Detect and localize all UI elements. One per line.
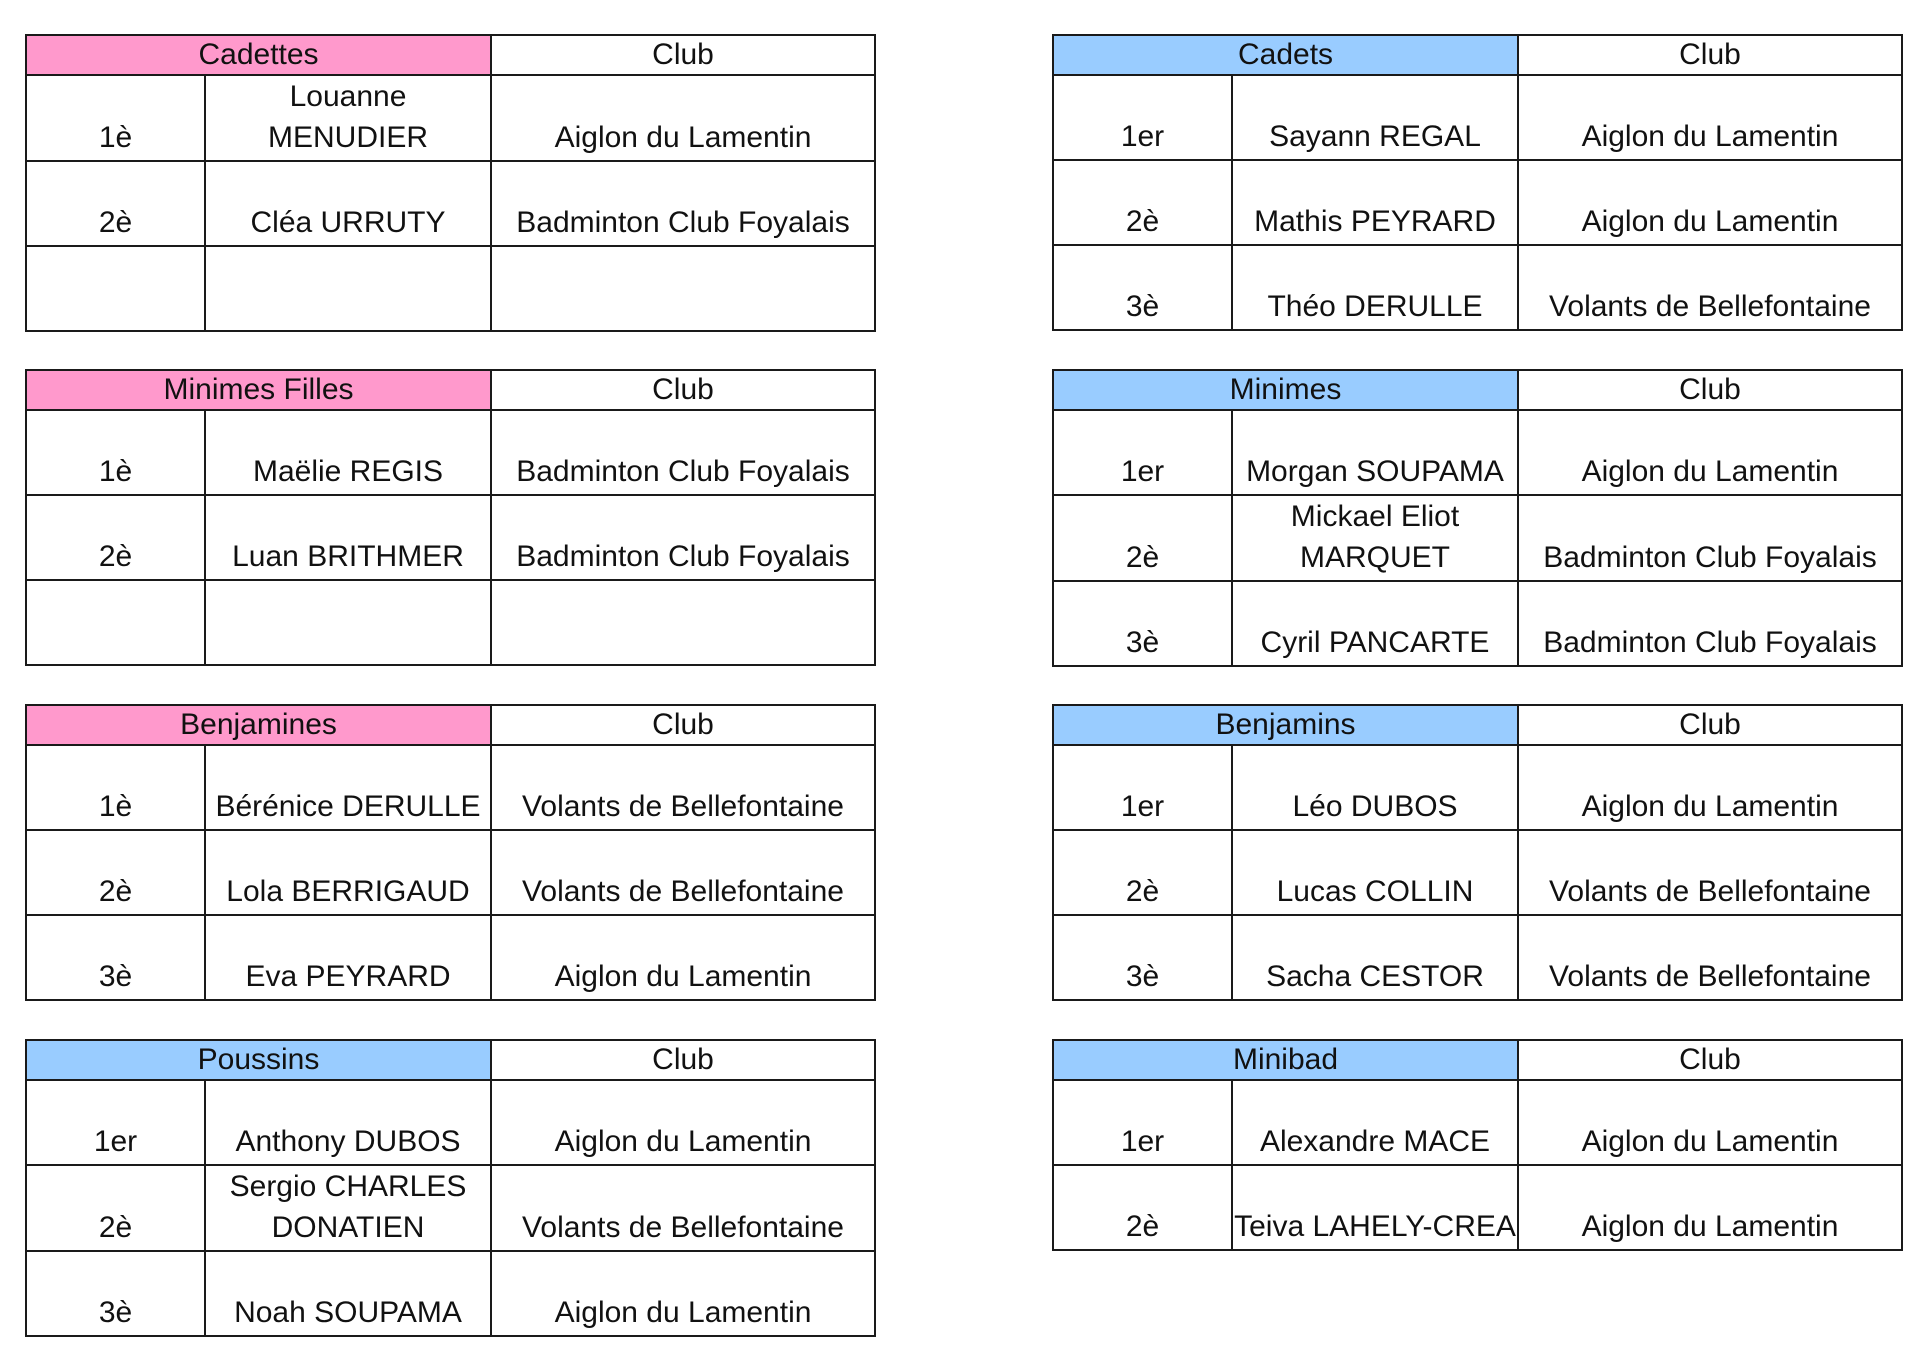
club-cell: Aiglon du Lamentin bbox=[491, 75, 875, 161]
table-header-row bbox=[26, 370, 875, 410]
club-header: Club bbox=[1518, 705, 1902, 745]
table-row bbox=[1053, 581, 1902, 666]
results-table-minimes-filles bbox=[25, 369, 876, 666]
club-cell: Badminton Club Foyalais bbox=[1518, 495, 1902, 581]
club-cell: Volants de Bellefontaine bbox=[491, 1165, 875, 1251]
category-header: Minimes bbox=[1053, 370, 1518, 410]
player-name-cell: Noah SOUPAMA bbox=[205, 1251, 491, 1336]
table-header-row bbox=[26, 35, 875, 75]
results-table-poussins bbox=[25, 1039, 876, 1337]
club-header: Club bbox=[491, 705, 875, 745]
player-name-cell: Bérénice DERULLE bbox=[205, 745, 491, 830]
rank-cell: 3è bbox=[1053, 245, 1232, 330]
club-header: Club bbox=[491, 1040, 875, 1080]
club-header: Club bbox=[491, 35, 875, 75]
club-cell: Aiglon du Lamentin bbox=[1518, 160, 1902, 245]
table-row bbox=[1053, 245, 1902, 330]
player-name-cell: Luan BRITHMER bbox=[205, 495, 491, 580]
club-header: Club bbox=[1518, 35, 1902, 75]
player-name-cell: Mathis PEYRARD bbox=[1232, 160, 1518, 245]
player-name-cell: Anthony DUBOS bbox=[205, 1080, 491, 1165]
category-header: Cadets bbox=[1053, 35, 1518, 75]
player-name-cell: Eva PEYRARD bbox=[205, 915, 491, 1000]
table-header-row bbox=[26, 1040, 875, 1080]
table-header-row bbox=[1053, 705, 1902, 745]
player-name-cell: Lucas COLLIN bbox=[1232, 830, 1518, 915]
table-row bbox=[1053, 830, 1902, 915]
table-row bbox=[26, 1165, 875, 1251]
player-name-cell: Louanne MENUDIER bbox=[205, 75, 491, 161]
table-row bbox=[1053, 1165, 1902, 1250]
club-cell: Aiglon du Lamentin bbox=[1518, 75, 1902, 160]
club-cell: Volants de Bellefontaine bbox=[1518, 245, 1902, 330]
player-name-cell: Léo DUBOS bbox=[1232, 745, 1518, 830]
player-name-cell: Maëlie REGIS bbox=[205, 410, 491, 495]
player-name-cell: Teiva LAHELY-CREA bbox=[1232, 1165, 1518, 1250]
rank-cell: 2è bbox=[26, 495, 205, 580]
club-cell: Aiglon du Lamentin bbox=[491, 1080, 875, 1165]
club-cell: Aiglon du Lamentin bbox=[1518, 745, 1902, 830]
player-name-cell: Morgan SOUPAMA bbox=[1232, 410, 1518, 495]
rank-cell: 3è bbox=[26, 1251, 205, 1336]
rank-cell: 2è bbox=[1053, 495, 1232, 581]
rank-cell: 2è bbox=[1053, 160, 1232, 245]
club-cell: Aiglon du Lamentin bbox=[491, 915, 875, 1000]
club-cell: Aiglon du Lamentin bbox=[1518, 1080, 1902, 1165]
rank-cell: 3è bbox=[1053, 581, 1232, 666]
rank-cell: 1è bbox=[26, 410, 205, 495]
category-header: Minimes Filles bbox=[26, 370, 491, 410]
table-header-row bbox=[1053, 370, 1902, 410]
results-table-cadets bbox=[1052, 34, 1903, 331]
club-header: Club bbox=[1518, 1040, 1902, 1080]
category-header: Minibad bbox=[1053, 1040, 1518, 1080]
club-cell: Aiglon du Lamentin bbox=[491, 1251, 875, 1336]
player-name-cell: Sacha CESTOR bbox=[1232, 915, 1518, 1000]
player-name-cell: Sayann REGAL bbox=[1232, 75, 1518, 160]
player-name-cell: Lola BERRIGAUD bbox=[205, 830, 491, 915]
table-row bbox=[26, 75, 875, 161]
rank-cell: 1er bbox=[1053, 75, 1232, 160]
category-header: Benjamines bbox=[26, 705, 491, 745]
table-row bbox=[26, 246, 875, 331]
table-row bbox=[1053, 495, 1902, 581]
rank-cell: 1er bbox=[1053, 1080, 1232, 1165]
table-header-row bbox=[26, 705, 875, 745]
rank-cell: 1er bbox=[1053, 745, 1232, 830]
table-header-row bbox=[1053, 35, 1902, 75]
club-header: Club bbox=[491, 370, 875, 410]
player-name-cell: Cléa URRUTY bbox=[205, 161, 491, 246]
player-name-cell: Alexandre MACE bbox=[1232, 1080, 1518, 1165]
club-cell bbox=[491, 580, 875, 665]
results-table-benjamins bbox=[1052, 704, 1903, 1001]
table-row bbox=[26, 495, 875, 580]
rank-cell: 2è bbox=[1053, 830, 1232, 915]
table-row bbox=[1053, 1080, 1902, 1165]
results-table-benjamines bbox=[25, 704, 876, 1001]
club-cell bbox=[491, 246, 875, 331]
table-row bbox=[1053, 410, 1902, 495]
player-name-cell: Mickael Eliot MARQUET bbox=[1232, 495, 1518, 581]
table-row bbox=[26, 1080, 875, 1165]
rank-cell: 1er bbox=[26, 1080, 205, 1165]
player-name-cell: Sergio CHARLES DONATIEN bbox=[205, 1165, 491, 1251]
club-cell: Volants de Bellefontaine bbox=[1518, 915, 1902, 1000]
rank-cell: 1è bbox=[26, 75, 205, 161]
category-header: Poussins bbox=[26, 1040, 491, 1080]
player-name-cell: Théo DERULLE bbox=[1232, 245, 1518, 330]
player-name-cell: Cyril PANCARTE bbox=[1232, 581, 1518, 666]
rank-cell: 1è bbox=[26, 745, 205, 830]
table-row bbox=[1053, 745, 1902, 830]
club-cell: Badminton Club Foyalais bbox=[491, 495, 875, 580]
table-header-row bbox=[1053, 1040, 1902, 1080]
table-row bbox=[26, 1251, 875, 1336]
club-header: Club bbox=[1518, 370, 1902, 410]
table-row bbox=[1053, 75, 1902, 160]
club-cell: Aiglon du Lamentin bbox=[1518, 1165, 1902, 1250]
rank-cell: 2è bbox=[26, 1165, 205, 1251]
rank-cell: 2è bbox=[26, 161, 205, 246]
rank-cell: 1er bbox=[1053, 410, 1232, 495]
table-row bbox=[26, 161, 875, 246]
table-row bbox=[26, 830, 875, 915]
table-row bbox=[26, 745, 875, 830]
rank-cell bbox=[26, 246, 205, 331]
table-row bbox=[1053, 160, 1902, 245]
rank-cell: 2è bbox=[1053, 1165, 1232, 1250]
rank-cell: 3è bbox=[26, 915, 205, 1000]
results-table-minimes bbox=[1052, 369, 1903, 667]
club-cell: Volants de Bellefontaine bbox=[491, 830, 875, 915]
table-row bbox=[26, 580, 875, 665]
rank-cell bbox=[26, 580, 205, 665]
club-cell: Badminton Club Foyalais bbox=[491, 161, 875, 246]
rank-cell: 2è bbox=[26, 830, 205, 915]
club-cell: Aiglon du Lamentin bbox=[1518, 410, 1902, 495]
rank-cell: 3è bbox=[1053, 915, 1232, 1000]
table-row bbox=[1053, 915, 1902, 1000]
club-cell: Volants de Bellefontaine bbox=[1518, 830, 1902, 915]
table-row bbox=[26, 915, 875, 1000]
player-name-cell bbox=[205, 246, 491, 331]
results-table-cadettes bbox=[25, 34, 876, 332]
category-header: Benjamins bbox=[1053, 705, 1518, 745]
club-cell: Badminton Club Foyalais bbox=[491, 410, 875, 495]
club-cell: Volants de Bellefontaine bbox=[491, 745, 875, 830]
player-name-cell bbox=[205, 580, 491, 665]
category-header: Cadettes bbox=[26, 35, 491, 75]
club-cell: Badminton Club Foyalais bbox=[1518, 581, 1902, 666]
results-table-minibad bbox=[1052, 1039, 1903, 1251]
table-row bbox=[26, 410, 875, 495]
